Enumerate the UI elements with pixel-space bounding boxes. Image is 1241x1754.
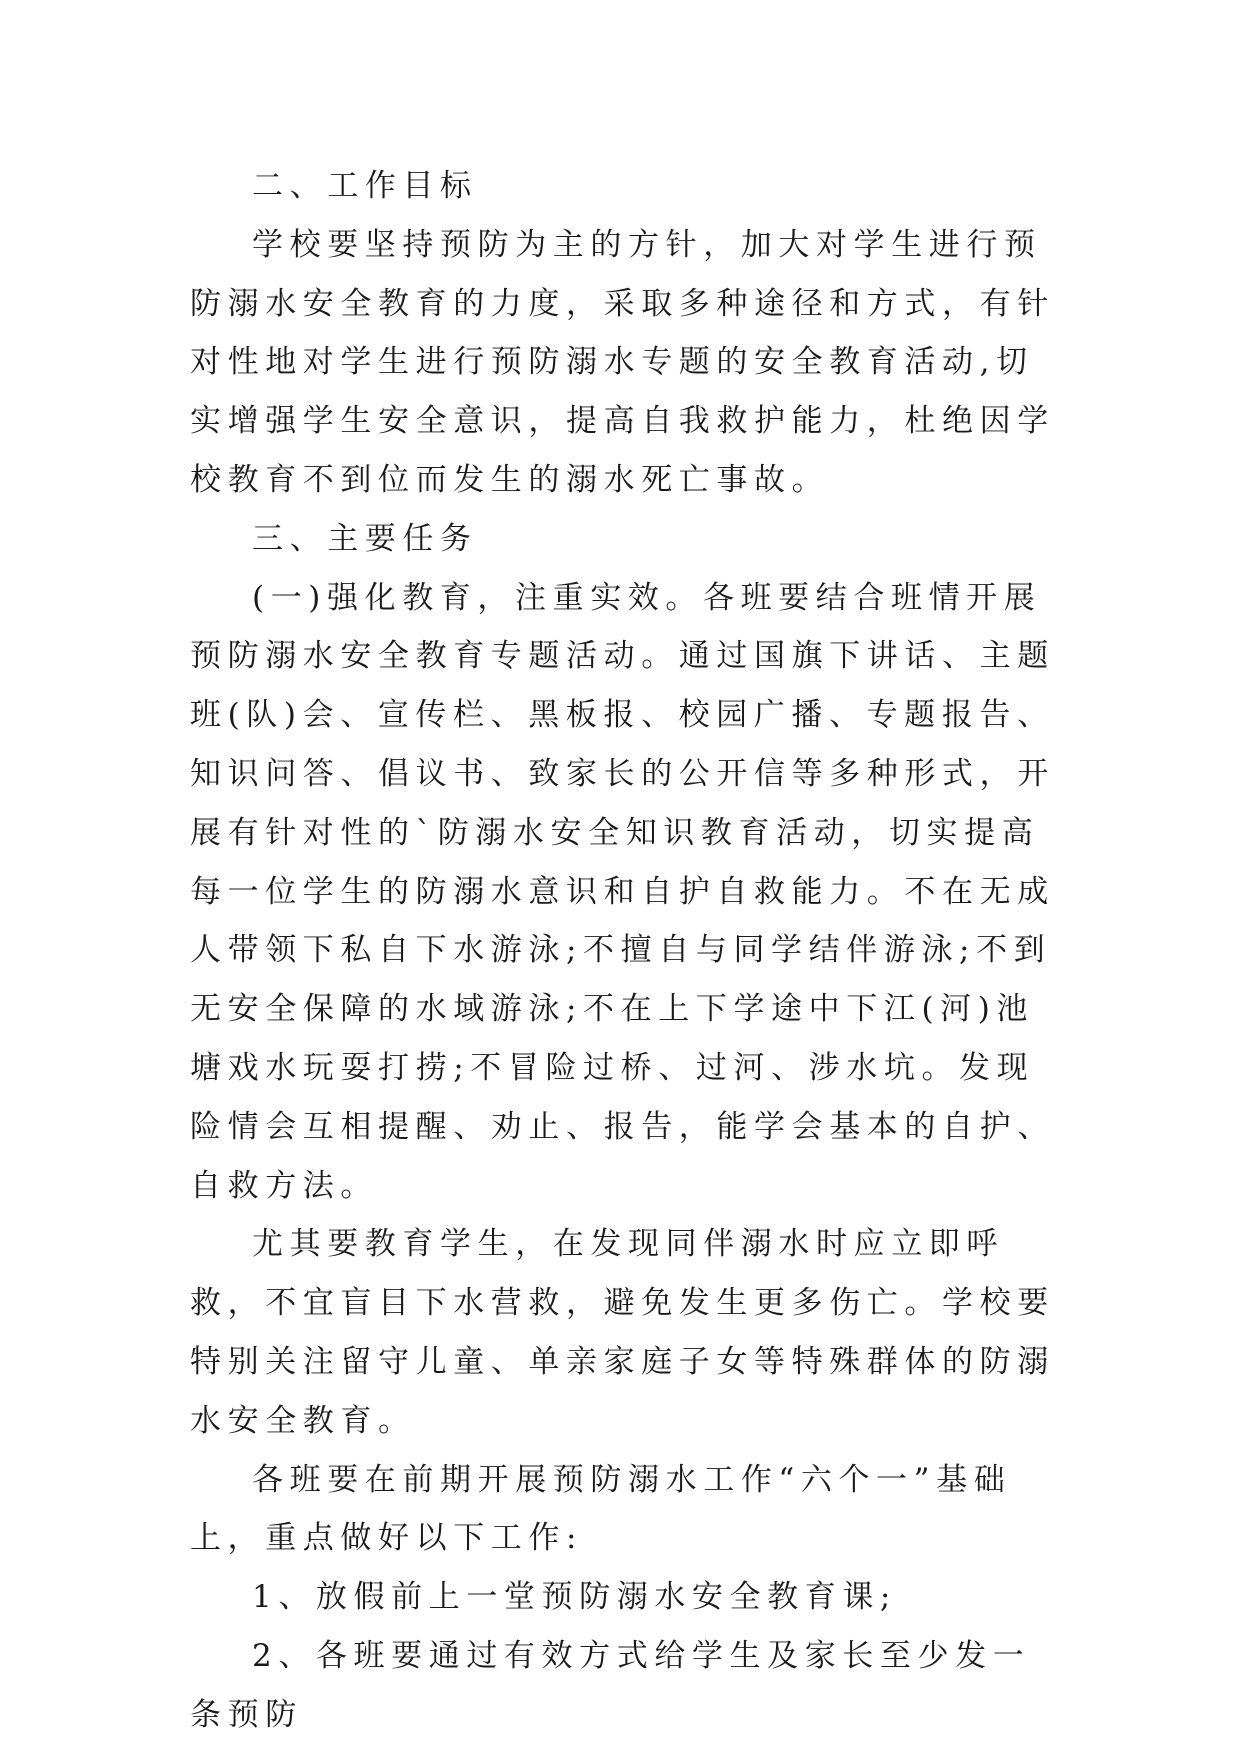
section-heading-work-goals: 二、工作目标 <box>252 168 478 204</box>
paragraph-special-attention: 尤其要教育学生，在发现同伴溺水时应立即呼救，不宜盲目下水营救，避免发生更多伤亡。学校要特别关注留守儿童、单亲家庭子女等特殊群体的防溺水安全教育。 <box>190 1226 1055 1439</box>
section-heading-main-tasks: 三、主要任务 <box>252 520 478 557</box>
list-item-2: 2、各班要通过有效方式给学生及家长至少发一条预防 <box>190 1637 1031 1733</box>
list-item-1: 1、放假前上一堂预防溺水安全教育课; <box>252 1579 897 1616</box>
paragraph-class-work: 各班要在前期开展预防溺水工作“六个一”基础上，重点做好以下工作: <box>190 1461 1012 1557</box>
paragraph-work-goals: 学校要坚持预防为主的方针，加大对学生进行预防溺水安全教育的力度，采取多种途径和方式，有针对性地对学生进行预防溺水专题的安全教育活动,切实增强学生安全意识，提高自我救护能力，杜绝因学校教育不到位而发生的溺水死亡事故。 <box>190 226 1055 498</box>
paragraph-strengthen-education: (一)强化教育，注重实效。各班要结合班情开展预防溺水安全教育专题活动。通过国旗下讲话、主题班(队)会、宣传栏、黑板报、校园广播、专题报告、知识问答、倡议书、致家长的公开信等多种形式，开展有针对性的`防溺水安全知识教育活动，切实提高每一位学生的防溺水意识和自护自救能力。不在无成人带领下私自下水游泳;不擅自与同学结伴游泳;不到无安全保障的水域游泳;不在上下学途中下江(河)池塘戏水玩耍打捞;不冒险过桥、过河、涉水坑。发现险情会互相提醒、劝止、报告，能学会基本的自护、自救方法。 <box>190 579 1055 1204</box>
document-body <box>190 157 1056 1745</box>
